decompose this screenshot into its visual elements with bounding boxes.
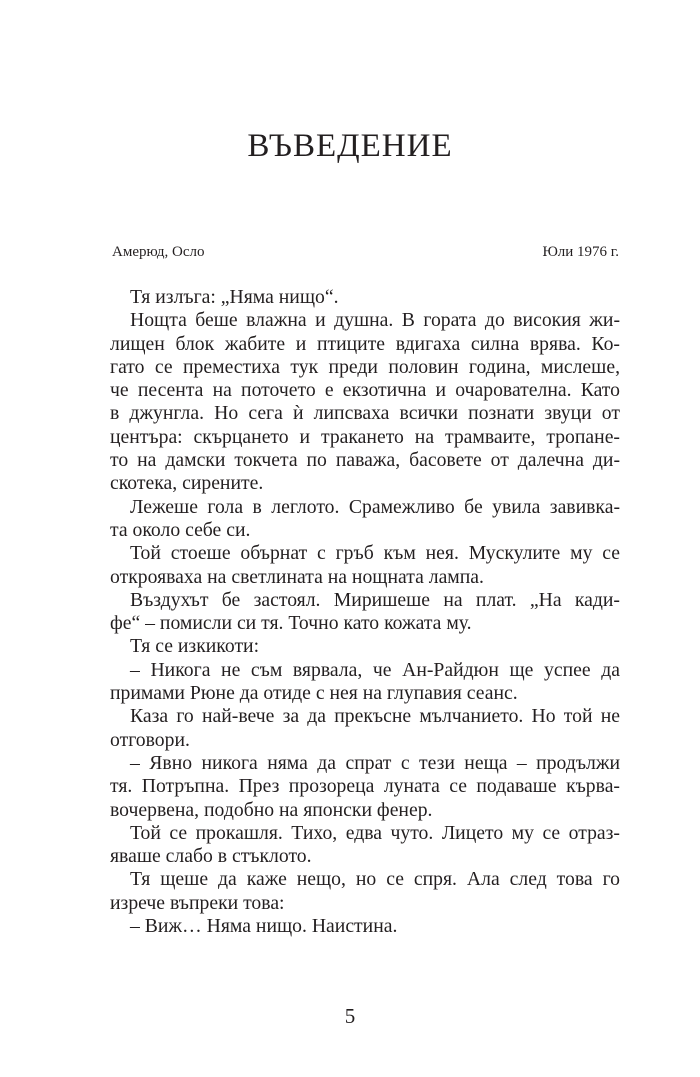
- text-line: яваше слабо в стъклото.: [110, 845, 312, 868]
- text-line: Той се прокашля. Тихо, едва чуто. Лицето му се отраз-: [130, 821, 620, 844]
- text-line: фе“ – помисли си тя. Точно като кожата му.: [110, 612, 472, 635]
- text-line: примами Рюне да отиде с нея на глупавия сеанс.: [110, 682, 518, 705]
- text-line: вочервена, подобно на японски фенер.: [110, 798, 433, 821]
- text-line: изрече въпреки това:: [110, 891, 285, 914]
- text-line: – Виж… Няма нищо. Наистина.: [130, 915, 398, 938]
- text-line: Тя се изкикоти:: [130, 635, 260, 658]
- text-line: отговори.: [110, 728, 190, 751]
- dateline: [112, 244, 619, 261]
- page-number: 5: [344, 1004, 356, 1028]
- text-line: Каза го най-вече за да прекъсне мълчанието. Но той не: [130, 705, 620, 728]
- text-line: та около себе си.: [110, 518, 251, 541]
- text-line: – Явно никога няма да спрат с тези неща – продължи: [130, 751, 620, 774]
- text-line: гато се преместиха тук преди половин година, мислеше,: [110, 355, 620, 378]
- text-line: в джунгла. Но сега ѝ липсваха всички познати звуци от: [110, 402, 620, 425]
- text-line: Тя щеше да каже нещо, но се спря. Ала след това го: [130, 868, 620, 891]
- text-line: скотека, сирените.: [110, 472, 264, 495]
- text-line: лищен блок жабите и птиците вдигаха силна врява. Ко-: [110, 332, 620, 355]
- text-line: тя. Потръпна. През прозореца луната се подаваше кърва-: [110, 775, 620, 798]
- body-text: [110, 286, 620, 938]
- text-line: то на дамски токчета по паважа, басовете от далечна ди-: [110, 449, 620, 472]
- text-line: че песента на поточето е екзотична и очарователна. Като: [110, 379, 620, 402]
- text-line: центъра: скърцането и тракането на трамваите, тропане-: [110, 425, 620, 448]
- chapter-title: ВЪВЕДЕНИЕ: [247, 128, 453, 164]
- text-line: Той стоеше обърнат с гръб към нея. Мускулите му се: [130, 542, 620, 565]
- text-line: Нощта беше влажна и душна. В гората до високия жи-: [130, 309, 620, 332]
- dateline-place: Амерюд, Осло: [112, 244, 205, 260]
- text-line: Лежеше гола в леглото. Срамежливо бе увила завивка-: [130, 495, 620, 518]
- text-line: Въздухът бе застоял. Миришеше на плат. „На кади-: [130, 588, 620, 611]
- text-line: Тя излъга: „Няма нищо“.: [130, 286, 339, 308]
- text-line: – Никога не съм вярвала, че Ан-Райдюн ще успее да: [130, 658, 620, 681]
- dateline-date: Юли 1976 г.: [542, 244, 619, 260]
- text-line: открояваха на светлината на нощната лампа.: [110, 565, 484, 588]
